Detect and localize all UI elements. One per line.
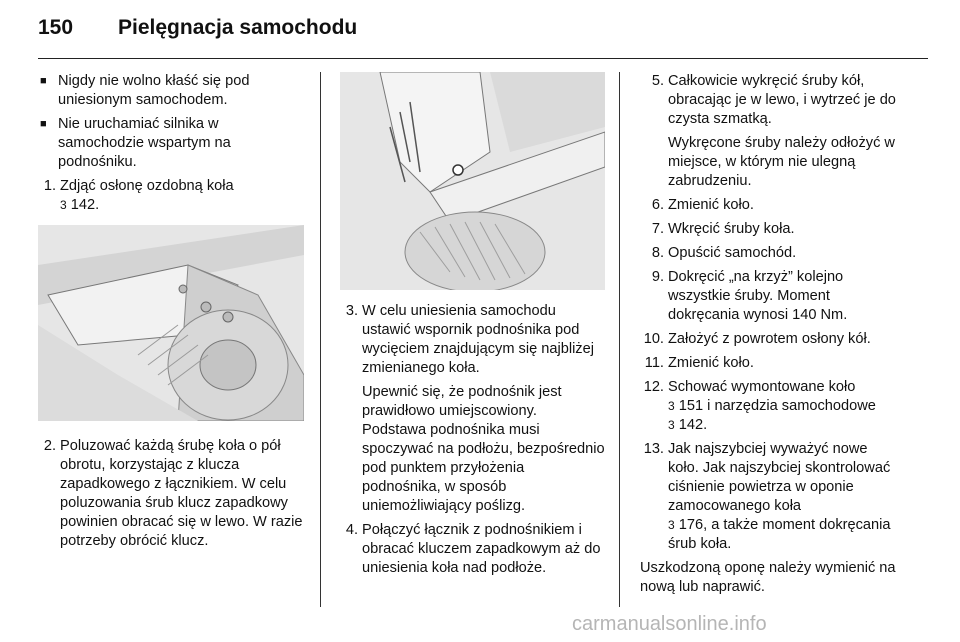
- reference-arrow-icon: 3: [668, 418, 675, 432]
- step-9: [640, 268, 902, 325]
- step-number: 11.: [644, 355, 664, 371]
- step-text: W celu uniesienia samochodu ustawić wspornik podnośnika pod wycięciem znajdującym się najbliżej zmienianego koła.: [362, 303, 594, 376]
- step-text: Założyć z powrotem osłony kół.: [668, 331, 871, 347]
- step-number: 13.: [643, 441, 664, 457]
- step-number: 4.: [345, 522, 358, 538]
- page-title: Pielęgnacja samochodu: [118, 16, 358, 39]
- reference-arrow-icon[interactable]: 3: [668, 518, 675, 532]
- page-reference-link[interactable]: [60, 197, 99, 213]
- reference-text: 151 i narzędzia samochodowe: [678, 398, 876, 414]
- column-3: [640, 72, 902, 597]
- header-divider: [38, 58, 928, 59]
- step-text: Zmienić koło.: [668, 355, 754, 371]
- step-number: 10.: [643, 331, 664, 347]
- column-1: [38, 72, 304, 556]
- step-13: [640, 440, 902, 554]
- step-text: Wkręcić śruby koła.: [668, 221, 795, 237]
- step-7: [640, 220, 902, 239]
- step-text: Schować wymontowane koło: [668, 379, 856, 395]
- step-text: Opuścić samochód.: [668, 245, 797, 261]
- step-6: [640, 196, 902, 215]
- step-number: 3.: [345, 303, 358, 319]
- step-12: [640, 378, 902, 435]
- step-note: Wykręcone śruby należy odłożyć w miejsce, w którym nie ulegną zabrudzeniu.: [668, 135, 895, 189]
- step-4: [340, 521, 605, 578]
- step-3: [340, 302, 605, 516]
- page-number: 150: [38, 16, 74, 39]
- reference-arrow-icon: 3: [668, 399, 675, 413]
- step-2: [38, 437, 304, 551]
- step-note: Upewnić się, że podnośnik jest prawidłowo umiejscowiony. Podstawa podnośnika musi spoczywać na podłożu, bezpośrednio pod punktem przyłożenia podnośnika, w sposób uniemożliwiający poślizg.: [362, 384, 605, 514]
- illustration-jack-position: [340, 72, 605, 290]
- column-divider-2: [619, 72, 620, 607]
- column-divider-1: [320, 72, 321, 607]
- step-number: 5.: [651, 73, 664, 89]
- step-number: 9.: [651, 269, 664, 285]
- step-number: 6.: [651, 197, 664, 213]
- page-reference-link[interactable]: [668, 398, 876, 414]
- step-text: Całkowicie wykręcić śruby kół, obracając je w lewo, i wytrzeć je do czysta szmatką.: [668, 73, 896, 127]
- step-number: 12.: [643, 379, 664, 395]
- step-text: Poluzować każdą śrubę koła o pół obrotu, korzystając z klucza zapadkowego z łącznikiem. W celu poluzowania śrub klucz zapadkowy powinien obracać się w lewo. W razie potrzeby obrócić klucz.: [60, 438, 303, 549]
- warning-bullet-2: ■ Nie uruchamiać silnika w samochodzie wspartym na podnośniku.: [38, 115, 304, 172]
- step-number: 1.: [43, 178, 56, 194]
- warning-bullet-1: ■ Nigdy nie wolno kłaść się pod uniesionym samochodem.: [38, 72, 304, 110]
- step-text: Jak najszybciej wyważyć nowe koło. Jak najszybciej skontrolować ciśnienie powietrza w oponie zamocowanego koła: [668, 441, 891, 514]
- step-10: [640, 330, 902, 349]
- step-text: Zmienić koło.: [668, 197, 754, 213]
- page-reference-link[interactable]: [668, 417, 707, 433]
- column-2: [340, 72, 605, 583]
- step-5: [640, 72, 902, 191]
- closing-note: Uszkodzoną oponę należy wymienić na nową lub naprawić.: [640, 560, 896, 595]
- step-1: [38, 177, 304, 215]
- reference-text: 176, a także moment dokręcania śrub koła.: [668, 517, 891, 552]
- step-number: 2.: [43, 438, 56, 454]
- watermark: carmanualsonline.info: [572, 613, 767, 635]
- step-number: 8.: [651, 245, 664, 261]
- reference-text: 142.: [678, 417, 708, 433]
- reference-page: 142.: [70, 197, 100, 213]
- step-text: Zdjąć osłonę ozdobną koła: [60, 178, 234, 194]
- page-header: [38, 10, 928, 58]
- step-8: [640, 244, 902, 263]
- step-text: Połączyć łącznik z podnośnikiem i obracać kluczem zapadkowym aż do uniesienia koła nad podłoże.: [362, 522, 601, 576]
- step-number: 7.: [651, 221, 664, 237]
- step-11: [640, 354, 902, 373]
- reference-arrow-icon: 3: [60, 198, 67, 212]
- illustration-wheel-bolts: [38, 225, 304, 421]
- step-text: Dokręcić „na krzyż” kolejno wszystkie śruby. Moment dokręcania wynosi 140 Nm.: [668, 269, 848, 323]
